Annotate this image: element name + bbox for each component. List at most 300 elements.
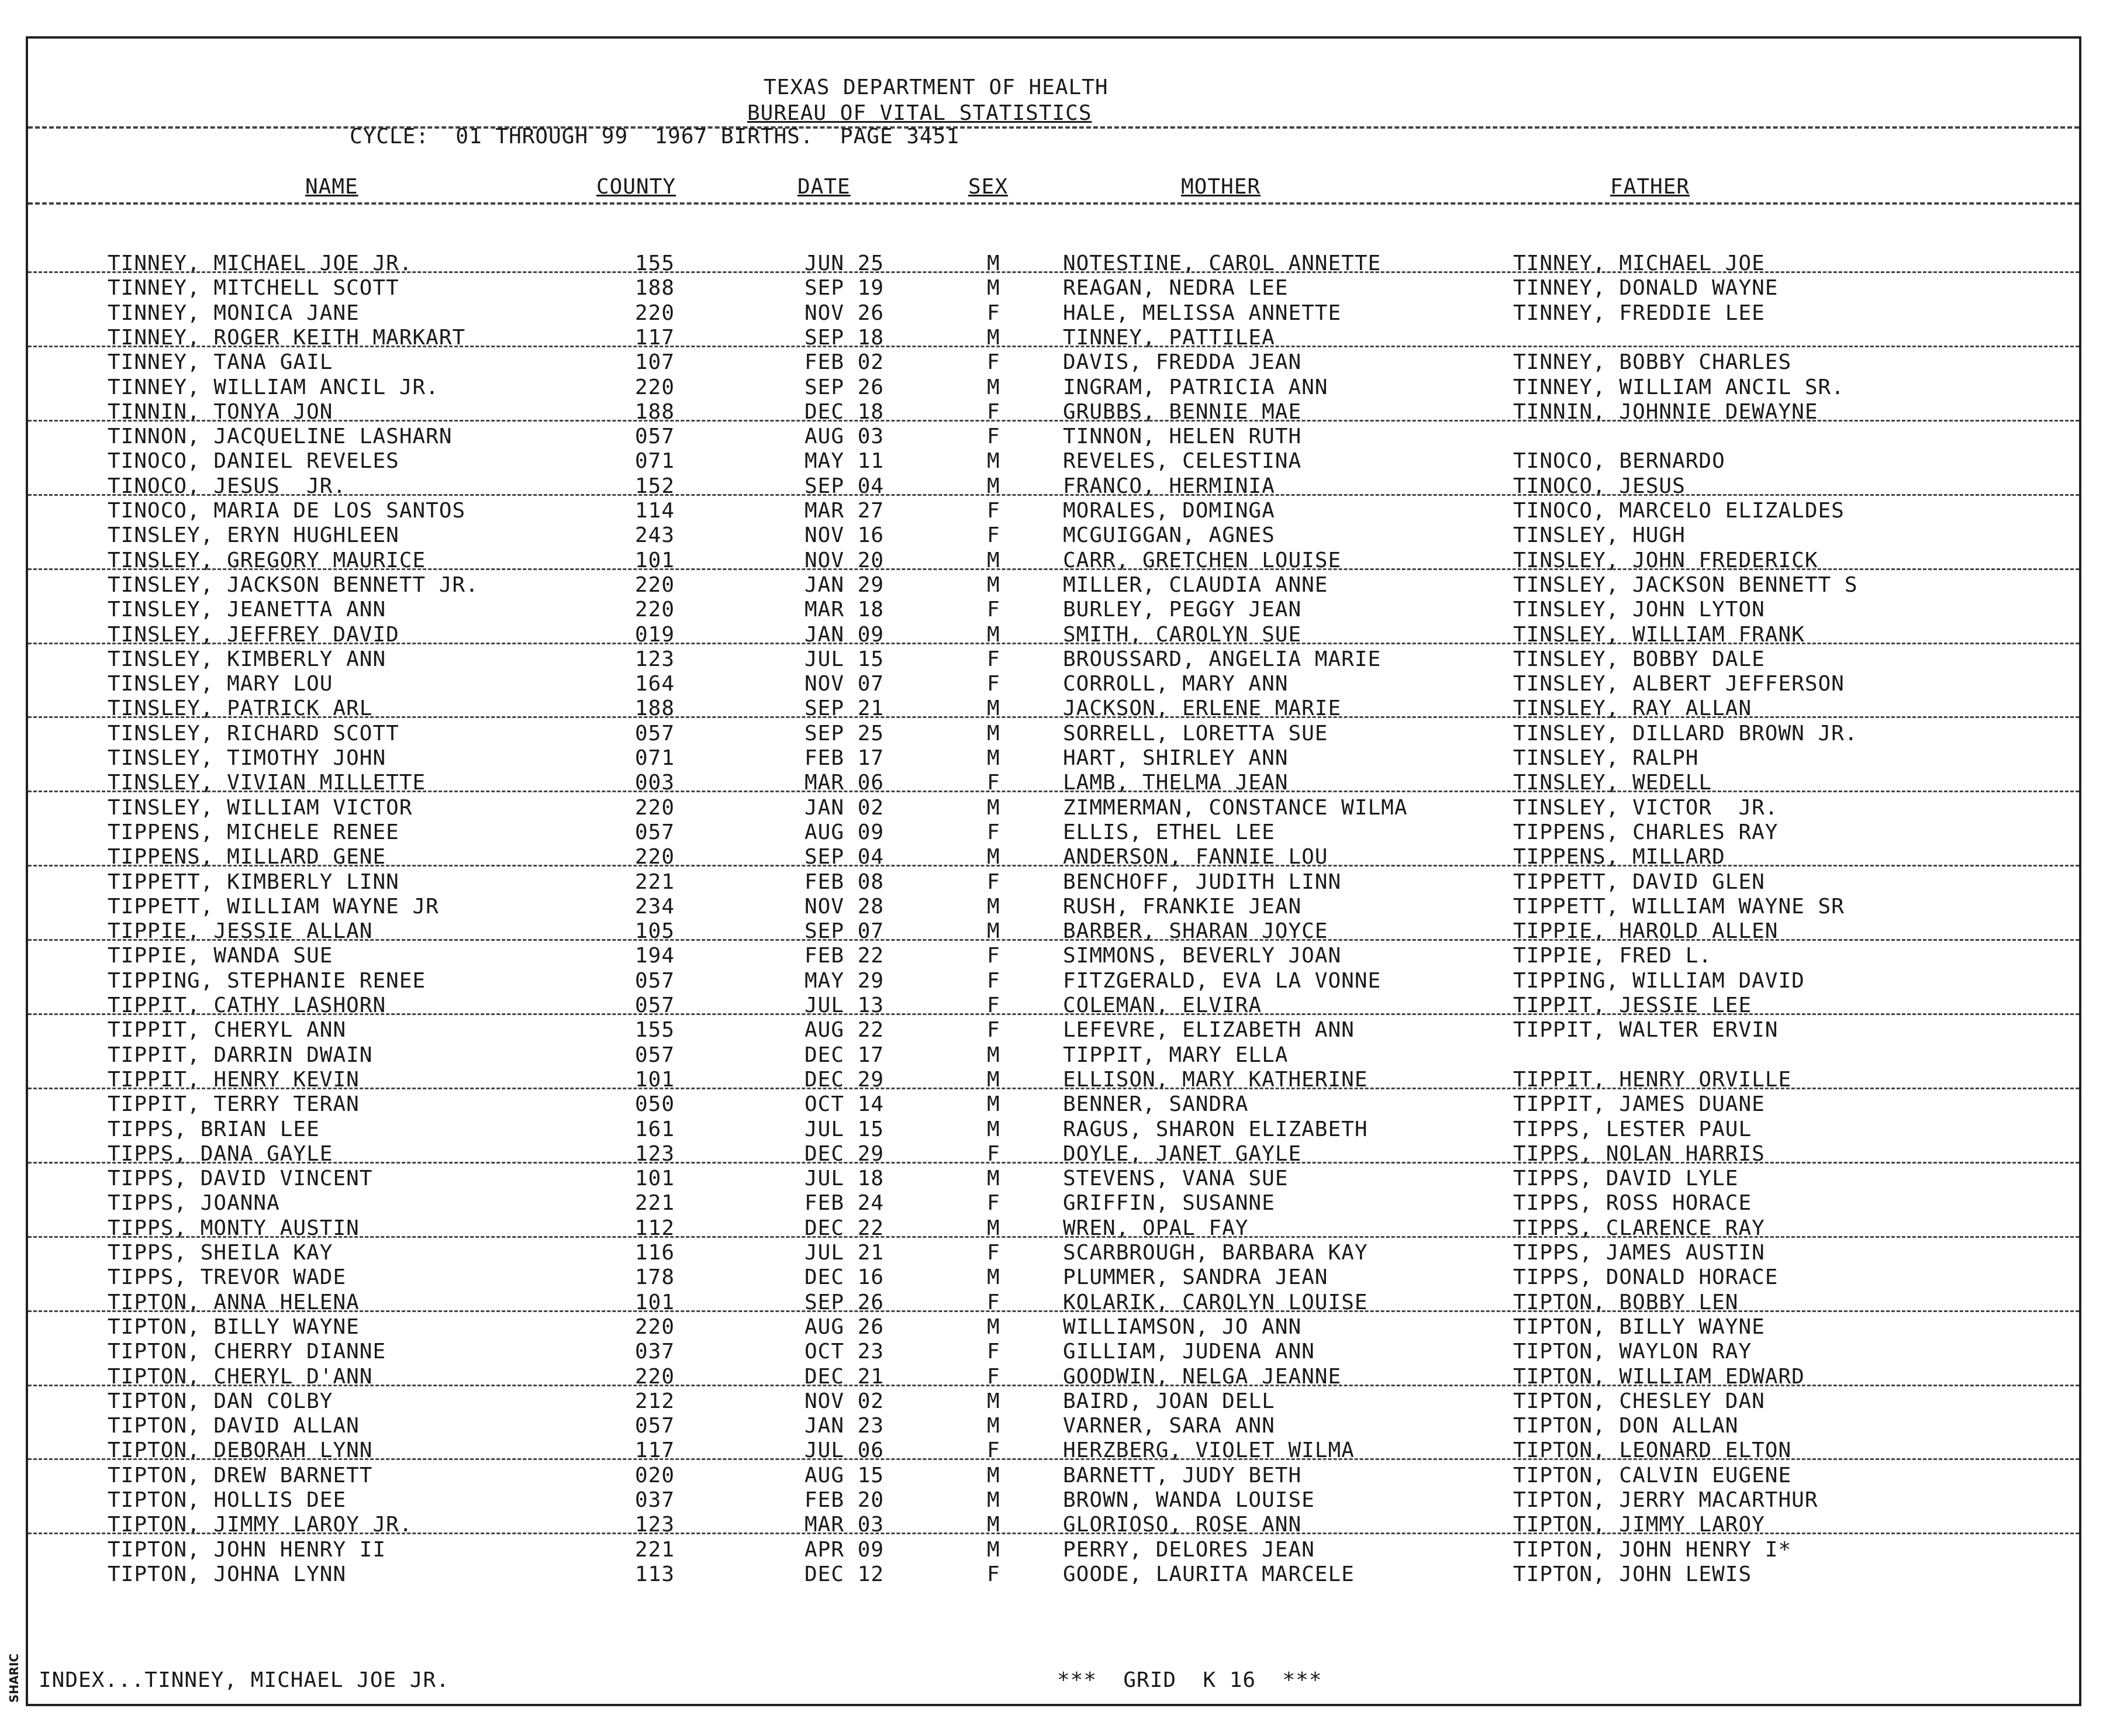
cell-date: AUG 03 [804,424,885,449]
cell-name: TIPPIE, WANDA SUE [108,944,333,968]
cell-name: TINSLEY, JACKSON BENNETT JR. [108,572,479,597]
cell-county: 116 [635,1241,675,1265]
cell-mother: WILLIAMSON, JO ANN [1063,1314,1302,1339]
table-row [28,623,2079,647]
cell-date: JUL 15 [804,647,885,671]
cell-sex: F [987,1191,1000,1216]
cell-sex: M [987,622,1000,647]
cell-mother: SCARBROUGH, BARBARA KAY [1063,1241,1368,1265]
table-row [28,1414,2079,1438]
cell-county: 123 [635,1141,675,1166]
cell-county: 114 [635,499,675,523]
cell-date: NOV 16 [804,523,885,548]
table-row [28,969,2079,993]
cell-sex: F [987,1340,1000,1364]
cell-name: TINNEY, ROGER KEITH MARKART [108,325,466,350]
cell-date: FEB 17 [804,746,885,770]
cell-sex: M [987,1092,1000,1117]
footer-index: INDEX...TINNEY, MICHAEL JOE JR. [39,1668,450,1692]
cell-sex: M [987,1265,1000,1290]
cell-name: TINNEY, MITCHELL SCOTT [108,276,399,301]
cell-name: TINNEY, MONICA JANE [108,301,360,325]
cell-sex: M [987,572,1000,597]
document-page [26,36,2081,1706]
header-cycle: CYCLE: 01 THROUGH 99 1967 BIRTHS. PAGE 3451 [350,125,959,149]
cell-sex: F [987,1438,1000,1463]
cell-mother: BROUSSARD, ANGELIA MARIE [1063,647,1382,671]
cell-mother: MORALES, DOMINGA [1063,499,1275,523]
cell-sex: F [987,1241,1000,1265]
cell-name: TIPTON, DAVID ALLAN [108,1414,360,1438]
cell-name: TIPTON, HOLLIS DEE [108,1488,347,1512]
cell-mother: CORROLL, MARY ANN [1063,672,1289,696]
cell-county: 101 [635,548,675,572]
cell-county: 234 [635,894,675,919]
cell-sex: M [987,1216,1000,1240]
cell-father: TIPPIT, WALTER ERVIN [1513,1018,1779,1043]
cell-mother: HERZBERG, VIOLET WILMA [1063,1438,1355,1463]
cell-county: 178 [635,1265,675,1290]
cell-sex: F [987,1562,1000,1586]
cell-date: OCT 14 [804,1092,885,1117]
cell-mother: LEFEVRE, ELIZABETH ANN [1063,1018,1355,1043]
cell-date: SEP 25 [804,721,885,746]
table-row [28,1265,2079,1290]
row-separator [28,865,2079,867]
cell-county: 071 [635,746,675,770]
cell-father: TINSLEY, HUGH [1513,523,1686,548]
cell-sex: F [987,499,1000,523]
cell-date: AUG 15 [804,1463,885,1487]
cell-mother: BROWN, WANDA LOUISE [1063,1488,1315,1512]
table-row [28,1068,2079,1092]
cell-name: TINSLEY, ERYN HUGHLEEN [108,523,399,548]
table-row [28,1488,2079,1513]
cell-mother: BENNER, SANDRA [1063,1092,1249,1117]
cell-sex: F [987,523,1000,548]
column-header-name: NAME [305,175,358,199]
cell-county: 057 [635,968,675,993]
cell-sex: F [987,424,1000,449]
cell-sex: M [987,1067,1000,1092]
cell-county: 057 [635,820,675,844]
cell-name: TINSLEY, JEFFREY DAVID [108,622,399,647]
cell-mother: MILLER, CLAUDIA ANNE [1063,572,1328,597]
cell-sex: M [987,1463,1000,1487]
cell-date: FEB 20 [804,1488,885,1512]
cell-date: MAR 03 [804,1513,885,1537]
cell-mother: TINNON, HELEN RUTH [1063,424,1302,449]
cell-county: 221 [635,869,675,894]
table-row [28,1216,2079,1241]
cell-mother: GLORIOSO, ROSE ANN [1063,1513,1302,1537]
cell-name: TIPPS, DAVID VINCENT [108,1166,373,1191]
cell-mother: CARR, GRETCHEN LOUISE [1063,548,1342,572]
cell-father: TINSLEY, JACKSON BENNETT S [1513,572,1858,597]
cell-father: TIPPS, JAMES AUSTIN [1513,1241,1765,1265]
cell-name: TINNIN, TONYA JON [108,399,333,424]
table-row [28,1191,2079,1216]
cell-name: TIPTON, DREW BARNETT [108,1463,373,1487]
table-row [28,1464,2079,1488]
table-row [28,919,2079,944]
cell-sex: M [987,1389,1000,1413]
cell-name: TIPPIE, JESSIE ALLAN [108,919,373,944]
row-separator [28,420,2079,422]
row-separator [28,568,2079,570]
cell-sex: M [987,449,1000,474]
cell-father: TIPTON, JERRY MACARTHUR [1513,1488,1818,1512]
cell-name: TIPPETT, KIMBERLY LINN [108,869,399,894]
cell-county: 112 [635,1216,675,1240]
cell-county: 101 [635,1166,675,1191]
cell-county: 220 [635,375,675,399]
cell-county: 155 [635,251,675,275]
cell-father: TIPPIE, HAROLD ALLEN [1513,919,1779,944]
cell-sex: F [987,1018,1000,1043]
cell-county: 220 [635,845,675,869]
cell-mother: SIMMONS, BEVERLY JOAN [1063,944,1342,968]
cell-county: 220 [635,572,675,597]
cell-date: JUL 06 [804,1438,885,1463]
table-row [28,1092,2079,1117]
cell-mother: STEVENS, VANA SUE [1063,1166,1289,1191]
cell-date: SEP 18 [804,325,885,350]
cell-date: SEP 26 [804,375,885,399]
cell-father: TINNIN, JOHNNIE DEWAYNE [1513,399,1818,424]
table-row [28,722,2079,746]
table-row [28,1166,2079,1191]
cell-mother: ANDERSON, FANNIE LOU [1063,845,1328,869]
cell-mother: ZIMMERMAN, CONSTANCE WILMA [1063,795,1408,820]
row-separator [28,716,2079,718]
cell-date: NOV 28 [804,894,885,919]
cell-county: 152 [635,474,675,498]
table-row [28,1562,2079,1587]
cell-date: DEC 22 [804,1216,885,1240]
cell-name: TIPPIT, HENRY KEVIN [108,1067,360,1092]
cell-mother: WREN, OPAL FAY [1063,1216,1249,1240]
cell-name: TIPTON, CHERRY DIANNE [108,1340,386,1364]
cell-county: 057 [635,1043,675,1067]
cell-sex: F [987,647,1000,671]
cell-father: TINOCO, BERNARDO [1513,449,1725,474]
cell-county: 113 [635,1562,675,1586]
cell-date: AUG 26 [804,1314,885,1339]
cell-date: DEC 21 [804,1364,885,1389]
cell-father: TIPTON, DON ALLAN [1513,1414,1739,1438]
cell-county: 220 [635,1314,675,1339]
row-separator [28,1385,2079,1386]
table-row [28,870,2079,895]
cell-county: 188 [635,276,675,301]
cell-sex: F [987,869,1000,894]
cell-name: TINSLEY, MARY LOU [108,672,333,696]
cell-date: JAN 29 [804,572,885,597]
table-row [28,424,2079,449]
row-separator [28,346,2079,347]
cell-sex: M [987,325,1000,350]
cell-sex: M [987,1117,1000,1141]
cell-father: TIPTON, WAYLON RAY [1513,1340,1752,1364]
cell-sex: F [987,672,1000,696]
cell-date: JAN 23 [804,1414,885,1438]
cell-name: TIPPETT, WILLIAM WAYNE JR [108,894,439,919]
cell-mother: GILLIAM, JUDENA ANN [1063,1340,1315,1364]
cell-father: TINSLEY, JOHN LYTON [1513,598,1765,622]
cell-name: TINOCO, JESUS JR. [108,474,347,498]
table-row [28,301,2079,326]
cell-county: 220 [635,301,675,325]
table-row [28,523,2079,548]
cell-father: TINSLEY, BOBBY DALE [1513,647,1765,671]
cell-name: TINSLEY, JEANETTA ANN [108,598,386,622]
cell-sex: M [987,1414,1000,1438]
cell-father: TINSLEY, VICTOR JR. [1513,795,1779,820]
cell-father: TIPTON, LEONARD ELTON [1513,1438,1792,1463]
cell-father: TIPTON, JOHN LEWIS [1513,1562,1752,1586]
cell-mother: COLEMAN, ELVIRA [1063,993,1262,1017]
table-row [28,1043,2079,1068]
cell-name: TINSLEY, TIMOTHY JOHN [108,746,386,770]
cell-date: JUL 13 [804,993,885,1017]
cell-date: DEC 17 [804,1043,885,1067]
table-row [28,375,2079,400]
cell-county: 164 [635,672,675,696]
table-row [28,350,2079,375]
cell-name: TIPPS, TREVOR WADE [108,1265,347,1290]
cell-county: 220 [635,598,675,622]
cell-father: TIPTON, JOHN HENRY I* [1513,1537,1792,1562]
row-separator [28,1533,2079,1534]
cell-name: TIPPIT, CATHY LASHORN [108,993,386,1017]
cell-name: TIPPENS, MICHELE RENEE [108,820,399,844]
cell-date: SEP 21 [804,696,885,721]
cell-father: TIPTON, BOBBY LEN [1513,1290,1739,1314]
cell-name: TIPTON, BILLY WAYNE [108,1314,360,1339]
cell-date: DEC 18 [804,399,885,424]
cell-father: TIPTON, WILLIAM EDWARD [1513,1364,1805,1389]
cell-county: 117 [635,1438,675,1463]
cell-county: 161 [635,1117,675,1141]
table-row [28,1438,2079,1463]
cell-date: SEP 19 [804,276,885,301]
cell-county: 019 [635,622,675,647]
cell-mother: ELLIS, ETHEL LEE [1063,820,1275,844]
table-row [28,944,2079,968]
cell-father: TIPPING, WILLIAM DAVID [1513,968,1805,993]
row-separator [28,271,2079,273]
table-row [28,820,2079,845]
cell-county: 243 [635,523,675,548]
cell-mother: GRUBBS, BENNIE MAE [1063,399,1302,424]
cell-name: TIPPS, DANA GAYLE [108,1141,333,1166]
table-row [28,1117,2079,1142]
table-row [28,1018,2079,1043]
cell-county: 220 [635,1364,675,1389]
cell-mother: DOYLE, JANET GAYLE [1063,1141,1302,1166]
cell-name: TINSLEY, WILLIAM VICTOR [108,795,413,820]
cell-sex: F [987,1141,1000,1166]
table-row [28,1142,2079,1166]
cell-sex: M [987,845,1000,869]
cell-county: 101 [635,1067,675,1092]
cell-sex: F [987,993,1000,1017]
cell-date: MAY 11 [804,449,885,474]
cell-name: TIPTON, JIMMY LAROY JR. [108,1513,413,1537]
cell-mother: SORRELL, LORETTA SUE [1063,721,1328,746]
cell-father: TINNEY, BOBBY CHARLES [1513,350,1792,375]
cell-date: APR 09 [804,1537,885,1562]
cell-county: 188 [635,696,675,721]
cell-county: 221 [635,1537,675,1562]
cell-date: JAN 02 [804,795,885,820]
cell-sex: F [987,350,1000,375]
cell-father: TIPPS, LESTER PAUL [1513,1117,1752,1141]
cell-mother: NOTESTINE, CAROL ANNETTE [1063,251,1382,275]
cell-date: DEC 16 [804,1265,885,1290]
cell-date: DEC 12 [804,1562,885,1586]
table-row [28,251,2079,276]
cell-date: DEC 29 [804,1067,885,1092]
cell-sex: M [987,375,1000,399]
cell-county: 057 [635,993,675,1017]
cell-mother: REAGAN, NEDRA LEE [1063,276,1289,301]
cell-name: TINSLEY, VIVIAN MILLETTE [108,771,426,795]
cell-mother: LAMB, THELMA JEAN [1063,771,1289,795]
cell-county: 123 [635,647,675,671]
cell-mother: GOODE, LAURITA MARCELE [1063,1562,1355,1586]
column-header-rule [28,202,2079,205]
cell-date: JUN 25 [804,251,885,275]
cell-sex: M [987,1166,1000,1191]
cell-mother: TIPPIT, MARY ELLA [1063,1043,1289,1067]
cell-date: JUL 15 [804,1117,885,1141]
table-row [28,771,2079,795]
cell-father: TINNEY, WILLIAM ANCIL SR. [1513,375,1845,399]
cell-father: TIPPS, DAVID LYLE [1513,1166,1739,1191]
cell-date: JUL 21 [804,1241,885,1265]
cell-county: 101 [635,1290,675,1314]
cell-mother: ELLISON, MARY KATHERINE [1063,1067,1368,1092]
cell-name: TINSLEY, PATRICK ARL [108,696,373,721]
cell-name: TIPPIT, DARRIN DWAIN [108,1043,373,1067]
cell-sex: M [987,746,1000,770]
cell-father: TIPTON, BILLY WAYNE [1513,1314,1765,1339]
cell-father: TIPPENS, CHARLES RAY [1513,820,1779,844]
cell-county: 071 [635,449,675,474]
cell-father: TINOCO, MARCELO ELIZALDES [1513,499,1845,523]
cell-sex: M [987,251,1000,275]
table-row [28,449,2079,474]
table-row [28,696,2079,721]
cell-date: NOV 07 [804,672,885,696]
cell-sex: M [987,276,1000,301]
cell-county: 020 [635,1463,675,1487]
cell-sex: M [987,1488,1000,1512]
column-header-sex: SEX [968,175,1009,199]
table-row [28,1538,2079,1562]
cell-name: TIPTON, DAN COLBY [108,1389,333,1413]
cell-name: TIPPS, SHEILA KAY [108,1241,333,1265]
cell-date: JAN 09 [804,622,885,647]
cell-sex: F [987,968,1000,993]
table-row [28,647,2079,672]
cell-sex: F [987,771,1000,795]
cell-father: TIPPETT, WILLIAM WAYNE SR [1513,894,1845,919]
cell-name: TINNON, JACQUELINE LASHARN [108,424,453,449]
cell-sex: F [987,598,1000,622]
cell-name: TINNEY, MICHAEL JOE JR. [108,251,413,275]
cell-sex: F [987,944,1000,968]
cell-mother: BARNETT, JUDY BETH [1063,1463,1302,1487]
cell-mother: RUSH, FRANKIE JEAN [1063,894,1302,919]
cell-father: TIPTON, CALVIN EUGENE [1513,1463,1792,1487]
row-separator [28,1013,2079,1015]
cell-mother: GOODWIN, NELGA JEANNE [1063,1364,1342,1389]
cell-mother: REVELES, CELESTINA [1063,449,1302,474]
cell-father: TIPTON, JIMMY LAROY [1513,1513,1765,1537]
cell-mother: BAIRD, JOAN DELL [1063,1389,1275,1413]
cell-name: TIPTON, ANNA HELENA [108,1290,360,1314]
cell-name: TINSLEY, KIMBERLY ANN [108,647,386,671]
cell-county: 037 [635,1340,675,1364]
cell-father: TIPPENS, MILLARD [1513,845,1725,869]
cell-county: 155 [635,1018,675,1043]
cell-mother: GRIFFIN, SUSANNE [1063,1191,1275,1216]
cell-mother: MCGUIGGAN, AGNES [1063,523,1275,548]
cell-date: AUG 09 [804,820,885,844]
row-separator [28,1310,2079,1312]
table-row [28,993,2079,1018]
table-row [28,845,2079,869]
cell-sex: M [987,696,1000,721]
table-row [28,1315,2079,1340]
cell-father: TINSLEY, DILLARD BROWN JR. [1513,721,1858,746]
cell-father: TIPPIE, FRED L. [1513,944,1712,968]
table-row [28,499,2079,523]
cell-father: TINOCO, JESUS [1513,474,1686,498]
table-row [28,895,2079,919]
cell-date: FEB 24 [804,1191,885,1216]
cell-name: TIPPS, MONTY AUSTIN [108,1216,360,1240]
cell-sex: F [987,301,1000,325]
cell-father: TINSLEY, ALBERT JEFFERSON [1513,672,1845,696]
cell-county: 188 [635,399,675,424]
cell-mother: PERRY, DELORES JEAN [1063,1537,1315,1562]
cell-sex: M [987,1314,1000,1339]
cell-mother: BARBER, SHARAN JOYCE [1063,919,1328,944]
cell-mother: FRANCO, HERMINIA [1063,474,1275,498]
cell-county: 117 [635,325,675,350]
table-row [28,276,2079,301]
cell-county: 003 [635,771,675,795]
table-row [28,400,2079,424]
cell-name: TINOCO, DANIEL REVELES [108,449,399,474]
footer-grid: *** GRID K 16 *** [1057,1668,1323,1692]
cell-father: TINSLEY, WILLIAM FRANK [1513,622,1805,647]
cell-sex: M [987,1043,1000,1067]
cell-mother: KOLARIK, CAROLYN LOUISE [1063,1290,1368,1314]
cell-date: FEB 08 [804,869,885,894]
cell-name: TIPTON, DEBORAH LYNN [108,1438,373,1463]
header-rule [28,126,2079,129]
cell-name: TINNEY, TANA GAIL [108,350,333,375]
cell-father: TIPPIT, JAMES DUANE [1513,1092,1765,1117]
cell-mother: JACKSON, ERLENE MARIE [1063,696,1342,721]
cell-date: MAR 27 [804,499,885,523]
cell-county: 107 [635,350,675,375]
